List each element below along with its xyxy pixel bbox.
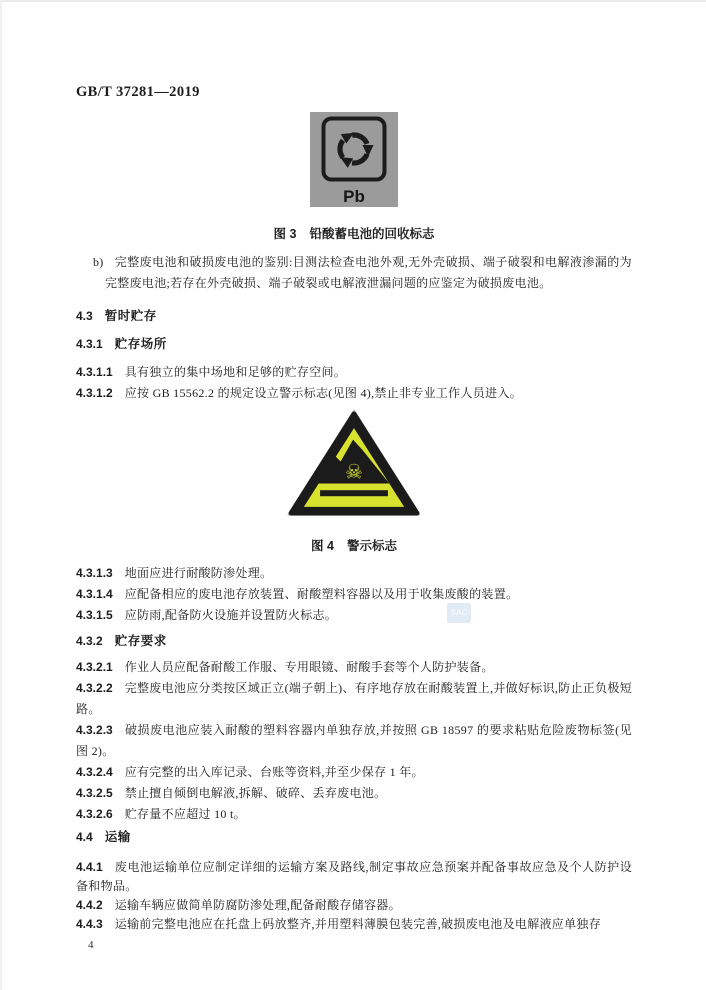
clause-4-3-2-3: 4.3.2.3 破损废电池应装入耐酸的塑料容器内单独存放,并按照 GB 18597 的要求粘贴危险废物标签(见图 2)。 xyxy=(76,723,632,758)
scan-watermark: SAC xyxy=(447,603,471,623)
clause-4-3-2-1: 4.3.2.1 作业人员应配备耐酸工作服、专用眼镜、耐酸手套等个人防护装备。 xyxy=(76,660,494,674)
heading-4-3: 4.3 暂时贮存 xyxy=(76,309,157,323)
ground-bar-shape xyxy=(320,490,388,496)
clause-4-3-1-4: 4.3.1.4 应配备相应的废电池存放装置、耐酸塑料容器以及用于收集废酸的装置。 xyxy=(76,587,519,601)
figure-3-caption xyxy=(76,224,632,245)
scan-edge-left xyxy=(0,0,2,990)
poison-warning-sign-icon xyxy=(287,409,421,516)
clause-4-4-2: 4.4.2 运输车辆应做简单防腐防渗处理,配备耐酸存储容器。 xyxy=(76,898,401,912)
clause-4-3-1-5: 4.3.1.5 应防雨,配备防火设施并设置防火标志。 xyxy=(76,608,338,622)
clause-4-3-1-3: 4.3.1.3 地面应进行耐酸防渗处理。 xyxy=(76,566,273,580)
pb-symbol-text: Pb xyxy=(343,187,365,206)
figure-4-image xyxy=(76,409,632,516)
clause-4-3-1-2: 4.3.1.2 应按 GB 15562.2 的规定设立警示标志(见图 4),禁止非专业工作人员进入。 xyxy=(76,386,522,400)
heading-4-3-2: 4.3.2 贮存要求 xyxy=(76,634,167,648)
figure-4-label: 图 4 xyxy=(311,539,334,553)
page-number: 4 xyxy=(88,939,94,951)
page-content xyxy=(76,0,632,953)
clause-4-4-3: 4.4.3 运输前完整电池应在托盘上码放整齐,并用塑料薄膜包装完善,破损废电池及电解液应单独存 xyxy=(76,917,602,931)
clause-4-3-1-1: 4.3.1.1 具有独立的集中场地和足够的贮存空间。 xyxy=(76,365,347,379)
figure-4-caption xyxy=(76,536,632,557)
clause-4-3-2-2: 4.3.2.2 完整废电池应分类按区域正立(端子朝上)、有序地存放在耐酸装置上,并做好标识,防止正负极短路。 xyxy=(76,681,632,716)
list-item-b xyxy=(76,252,632,294)
clause-4-4-1: 4.4.1 废电池运输单位应制定详细的运输方案及路线,制定事故应急预案并配备事故应急及个人防护设备和物品。 xyxy=(76,860,632,893)
clause-4-3-2-5: 4.3.2.5 禁止擅自倾倒电解液,拆解、破碎、丢弃废电池。 xyxy=(76,786,387,800)
heading-4-4: 4.4 运输 xyxy=(76,830,131,844)
figure-3-label: 图 3 xyxy=(273,227,297,241)
figure-3-title: 铅酸蓄电池的回收标志 xyxy=(309,227,435,241)
clause-4-3-2-6: 4.3.2.6 贮存量不应超过 10 t。 xyxy=(76,807,246,821)
skull-crossbones-icon: ☠ xyxy=(345,459,363,484)
list-item-b-text: 完整废电池和破损废电池的鉴别:目测法检查电池外观,无外壳破损、端子破裂和电解液渗漏的为完整废电池;若存在外壳破损、端子破裂或电解液泄漏问题的应鉴定为破损废电池。 xyxy=(105,255,632,290)
list-item-b-label: b) xyxy=(93,255,104,269)
clause-4-3-2-4: 4.3.2.4 应有完整的出入库记录、台账等资料,并至少保存 1 年。 xyxy=(76,765,424,779)
heading-4-3-1: 4.3.1 贮存场所 xyxy=(76,337,167,351)
standard-number-header: GB/T 37281—2019 xyxy=(76,84,200,100)
figure-3-image xyxy=(76,112,632,207)
figure-4-title: 警示标志 xyxy=(346,539,397,553)
pb-recycling-mark-icon xyxy=(310,112,398,207)
